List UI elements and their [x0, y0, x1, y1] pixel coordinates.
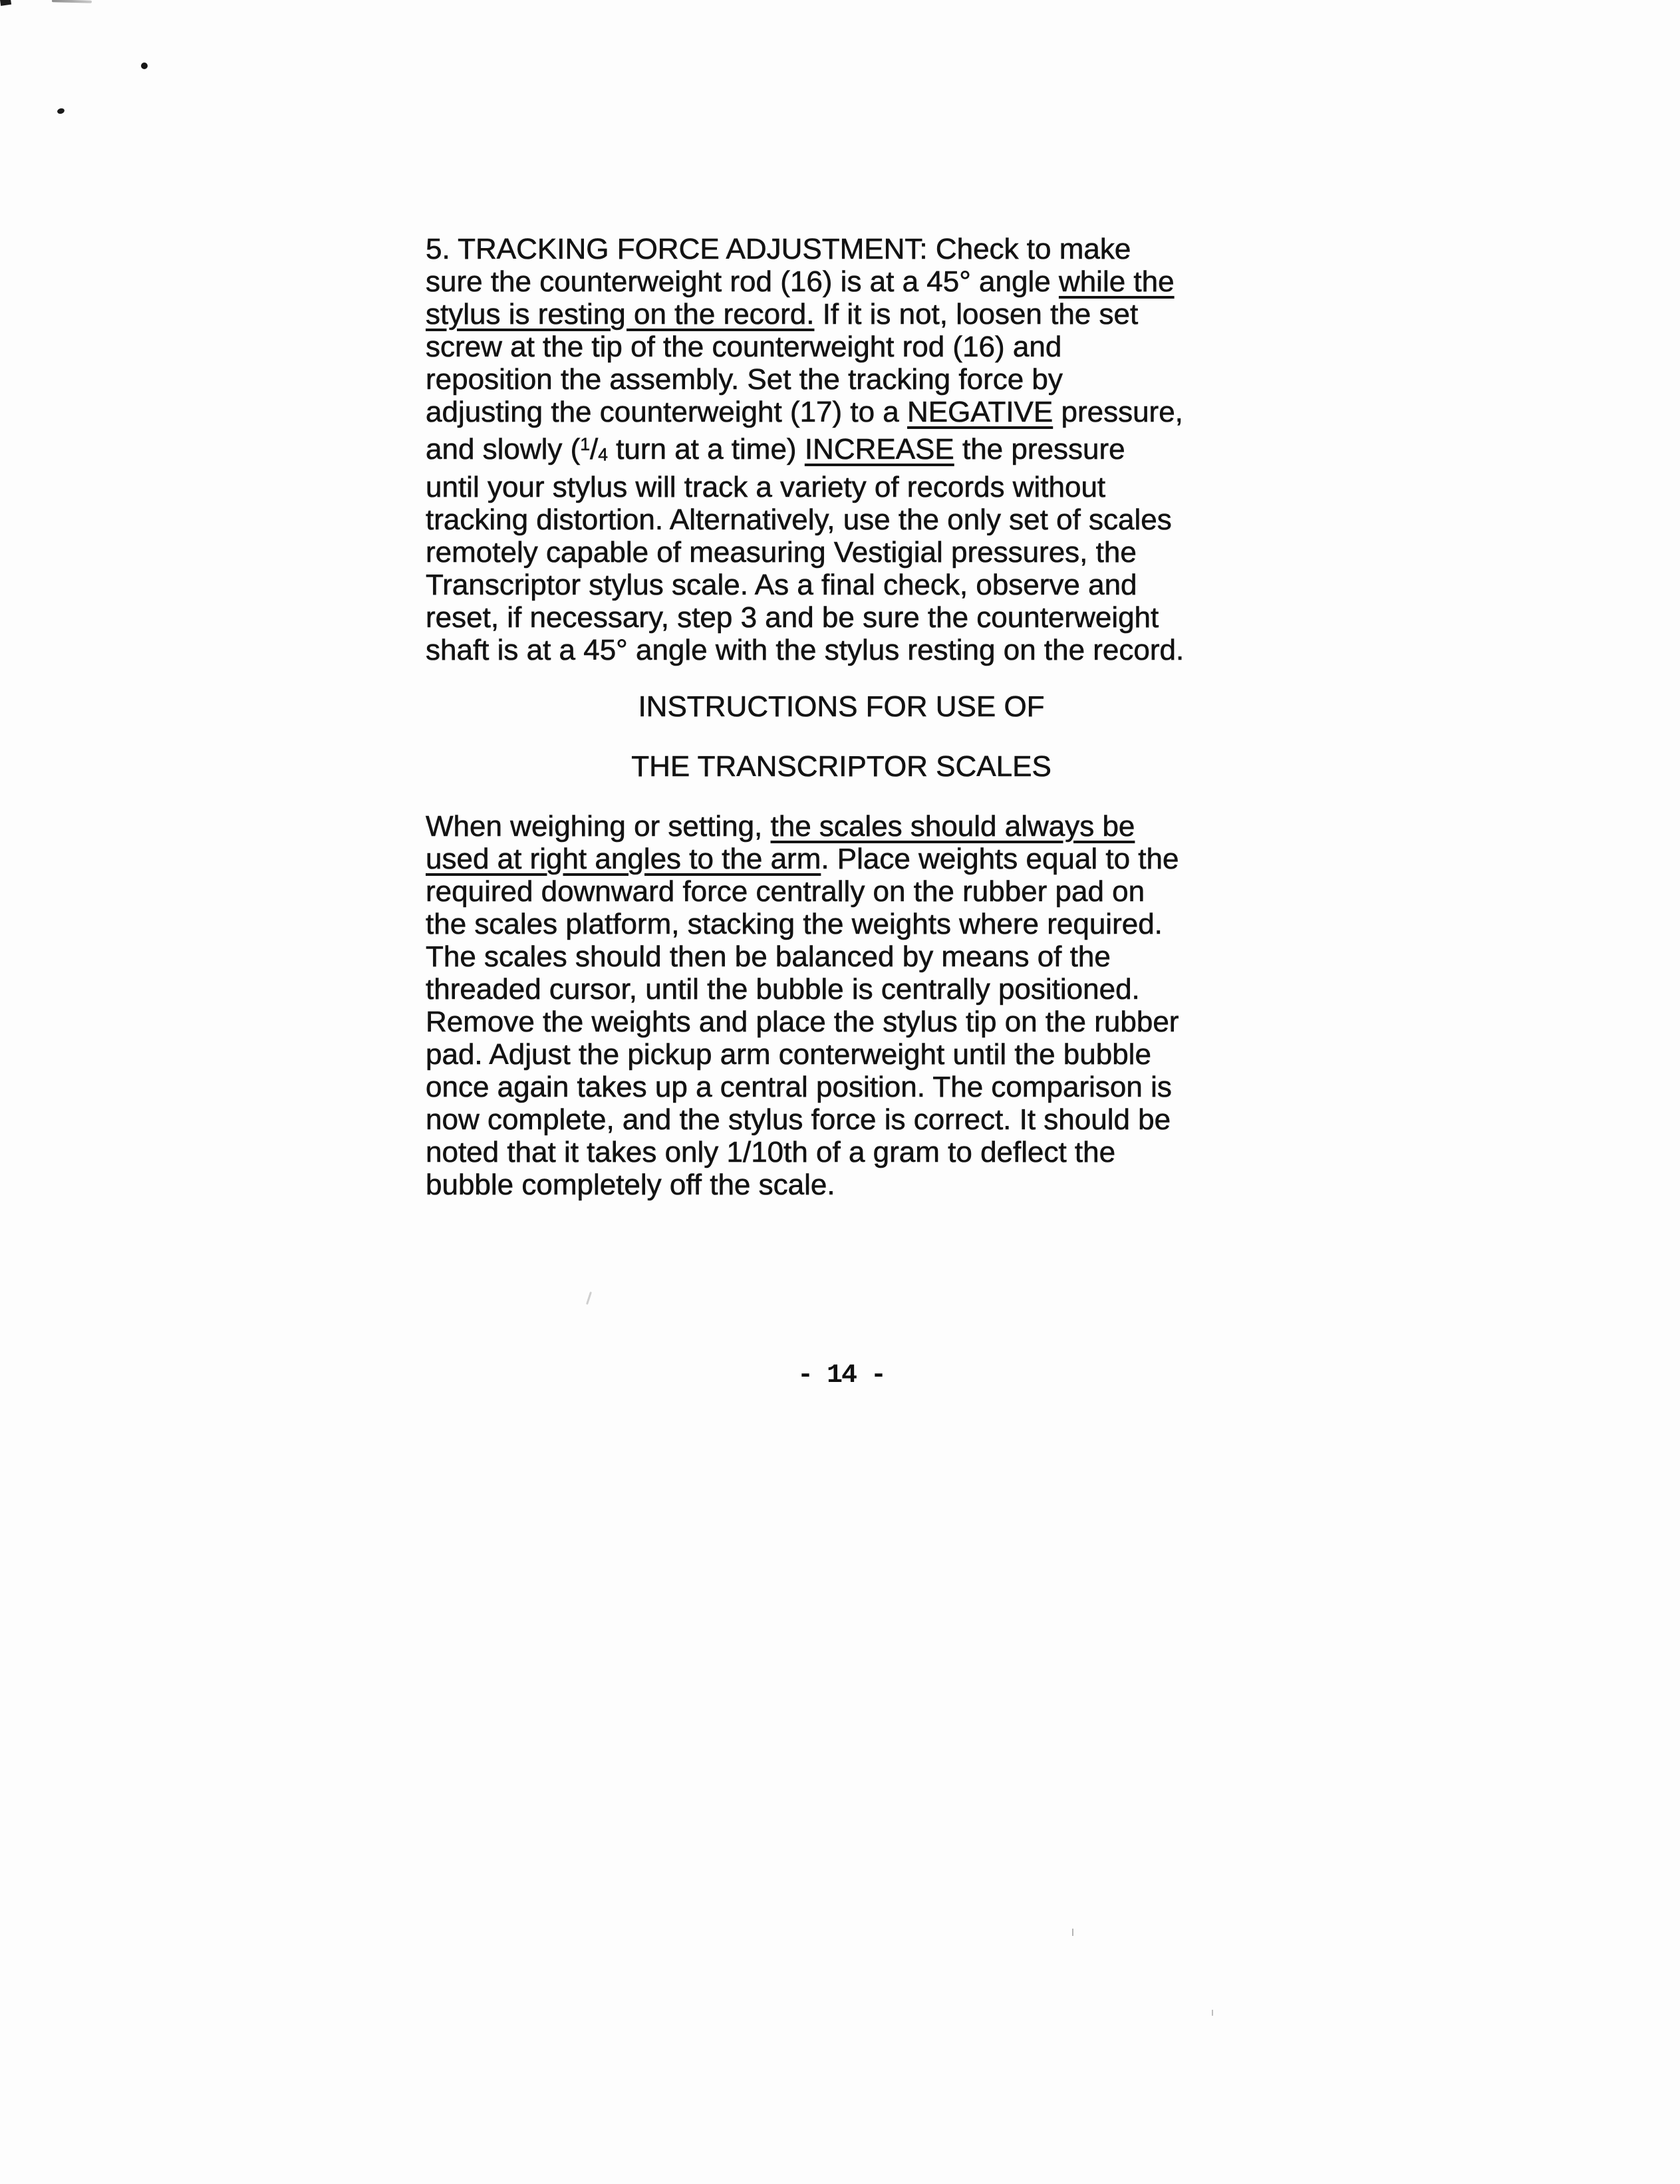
text-line: [426, 503, 1284, 536]
text-line: [426, 875, 1284, 908]
text-segment: now complete, and the stylus force is correct. It should be: [426, 1103, 1171, 1136]
underlined-text: while the: [1058, 265, 1175, 298]
text-segment: 1: [580, 434, 590, 454]
heading-transcriptor-scales: THE TRANSCRIPTOR SCALES: [631, 750, 1051, 783]
text-segment: and slowly (: [426, 433, 581, 466]
text-line: [426, 843, 1284, 875]
scan-corner-mark: [0, 0, 11, 6]
text-segment: pressure,: [1053, 396, 1183, 428]
text-segment: adjusting the counterweight (17) to a: [426, 396, 908, 428]
text-line: [426, 1006, 1284, 1038]
text-line: [426, 363, 1284, 396]
text-segment: The scales should then be balanced by means of the: [426, 940, 1111, 973]
text-segment: until your stylus will track a variety of records without: [426, 471, 1106, 504]
text-line: [426, 265, 1284, 298]
text-segment: required downward force centrally on the rubber pad on: [426, 875, 1145, 908]
text-segment: shaft is at a 45° angle with the stylus resting on the record.: [426, 634, 1185, 667]
paragraph-tracking-force-adjustment: [426, 233, 1284, 666]
text-line: [426, 1071, 1284, 1103]
heading-instructions-for-use: INSTRUCTIONS FOR USE OF: [638, 690, 1045, 723]
text-segment: tracking distortion. Alternatively, use the only set of scales: [426, 503, 1172, 537]
text-line: [426, 908, 1284, 940]
text-line: [426, 601, 1284, 634]
text-line: [426, 536, 1284, 569]
text-segment: pad. Adjust the pickup arm conterweight until the bubble: [426, 1038, 1151, 1071]
scan-smudge: [586, 1292, 592, 1305]
page-number: - 14 -: [797, 1361, 886, 1391]
text-segment: bubble completely off the scale.: [426, 1168, 835, 1201]
text-line: [426, 1168, 1284, 1201]
text-line: [426, 428, 1284, 471]
text-segment: Transcriptor stylus scale. As a final check, observe and: [426, 569, 1137, 602]
text-line: [426, 471, 1284, 503]
underlined-text: used at right angles to the arm: [426, 843, 821, 875]
scan-smudge: [1212, 2010, 1213, 2016]
paragraph-scales-usage: [426, 810, 1284, 1201]
text-line: [426, 233, 1284, 265]
text-segment: turn at a time): [607, 433, 805, 466]
text-line: [426, 396, 1284, 428]
text-line: [426, 569, 1284, 601]
scan-smudge: [1072, 1929, 1073, 1936]
text-line: [426, 973, 1284, 1006]
underlined-text: the scales should always be: [770, 810, 1135, 843]
text-line: [426, 810, 1284, 843]
text-segment: 5. TRACKING FORCE ADJUSTMENT: Check to make: [426, 233, 1131, 265]
text-segment: When weighing or setting,: [426, 810, 771, 843]
text-line: [426, 634, 1284, 666]
text-segment: If it is not, loosen the set: [814, 298, 1139, 331]
underlined-text: stylus is resting on the record.: [426, 298, 815, 331]
text-segment: noted that it takes only 1/10th of a gram to deflect the: [426, 1136, 1116, 1168]
text-segment: Remove the weights and place the stylus tip on the rubber: [426, 1006, 1179, 1038]
text-line: [426, 331, 1284, 363]
underlined-text: INCREASE: [804, 433, 954, 466]
scan-streak: [52, 0, 92, 3]
text-line: [426, 1103, 1284, 1136]
text-line: [426, 1038, 1284, 1071]
text-segment: once again takes up a central position. The comparison is: [426, 1071, 1172, 1103]
text-segment: reposition the assembly. Set the tracking force by: [426, 363, 1063, 396]
text-line: [426, 298, 1284, 331]
ink-speck: [57, 108, 65, 115]
text-segment: screw at the tip of the counterweight rod (16) and: [426, 331, 1062, 363]
text-line: [426, 940, 1284, 973]
text-segment: reset, if necessary, step 3 and be sure the counterweight: [426, 601, 1159, 634]
text-segment: 4: [598, 444, 608, 465]
text-segment: remotely capable of measuring Vestigial pressures, the: [426, 536, 1137, 569]
text-segment: sure the counterweight rod (16) is at a 45° angle: [426, 265, 1059, 298]
text-segment: /: [590, 433, 599, 466]
text-segment: . Place weights equal to the: [821, 843, 1179, 875]
text-segment: threaded cursor, until the bubble is centrally positioned.: [426, 973, 1140, 1006]
ink-speck: [141, 63, 148, 69]
text-segment: the pressure: [954, 433, 1125, 466]
underlined-text: NEGATIVE: [907, 396, 1053, 428]
text-segment: the scales platform, stacking the weights where required.: [426, 908, 1163, 940]
text-line: [426, 1136, 1284, 1168]
